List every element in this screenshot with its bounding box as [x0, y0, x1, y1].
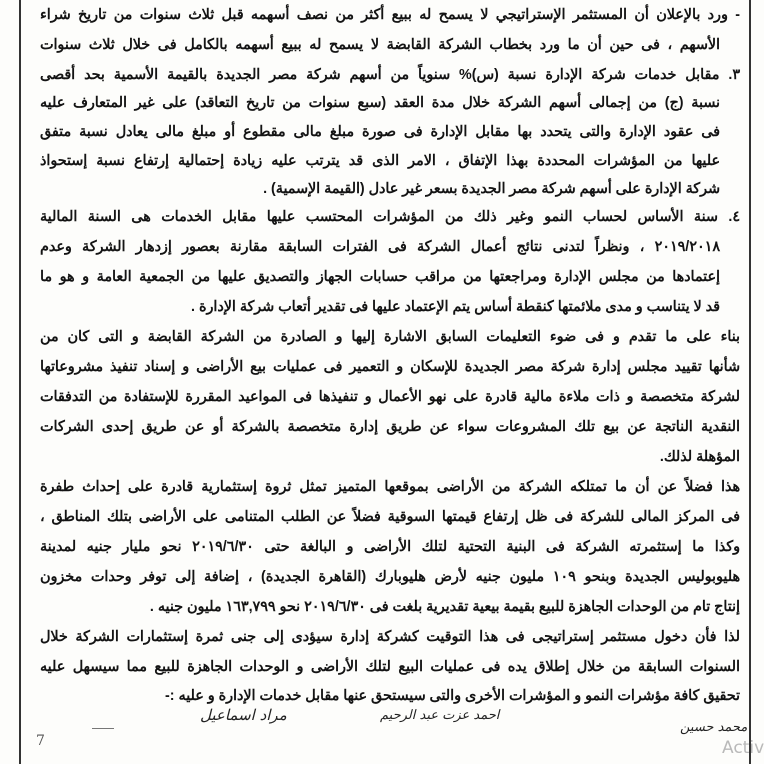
- paragraph-line: تحقيق كافة مؤشرات النمو و المؤشرات الأخرى والتى سيستحق عنها مقابل خدمات الإدارة و عليه :-: [165, 688, 740, 704]
- paragraph-line: وكذا ما إستثمرته الشركة فى البنية التحتية لتلك الأراضى و البالغة حتى ٢٠١٩/٦/٣٠ نحو مليار جنيه لمدينة: [40, 539, 740, 555]
- paragraph-line: بناء على ما تقدم و فى ضوء التعليمات السابق الاشارة إليها و الصادرة من الشركة القابضة و التى كان من: [40, 329, 740, 345]
- handwritten-signature: احمد عزت عبد الرحيم: [380, 708, 500, 723]
- text-line: إعتمادها من مجلس الإدارة ومراجعتها من مراقب حسابات الجهاز والتصديق عليها من الجمعية العامة و هو ما: [40, 269, 720, 285]
- text-line: الأسهم ، فى حين أن ما ورد بخطاب الشركة القابضة لا يسمح له ببيع أسهمه بالكامل فى خلال ثلاث سنوات: [40, 37, 720, 53]
- paragraph-line: لشركة متخصصة و ذات ملاءة مالية قادرة على نهو الأعمال و تنفيذها فى المواعيد المقررة للإستفادة من التدفقات: [40, 389, 740, 405]
- text-line: فى عقود الإدارة والتى يتحدد بها مقابل الإدارة فى صورة مبلغ مالى مقطوع أو مبلغ مالى يعادل نسبة متفق: [40, 124, 720, 140]
- text-line: شركة الإدارة على أسهم شركة مصر الجديدة بسعر غير عادل (القيمة الإسمية) .: [263, 181, 720, 197]
- list-item-4: ٤. سنة الأساس لحساب النمو وغير ذلك من المؤشرات المحتسب عليها مقابل الخدمات هى السنة المالية: [40, 209, 740, 225]
- paragraph-line: فى المركز المالى للشركة فى ظل إرتفاع قيمتها السوقية فضلاً عن الطلب المتنامى على الأراضى بتلك المناطق ،: [40, 509, 740, 525]
- text-line: عليها من المؤشرات المحددة بهذا الإتفاق ، الامر الذى قد يترتب عليه زيادة إحتمالية إرتفاع نسبة إستحواذ: [40, 153, 720, 169]
- page-mark: 7: [36, 733, 45, 749]
- text-line: نسبة (ج) من إجمالى أسهم الشركة خلال مدة العقد (سبع سنوات من تاريخ التعاقد) على غير المتعارف عليه: [40, 95, 720, 111]
- paragraph-line: هليوبوليس الجديدة وبنحو ١٠٩ مليون جنيه لأرض هليوبارك (القاهرة الجديدة) ، إضافة إلى توفر وحدات مخزون: [40, 569, 741, 585]
- page-border-right: [749, 0, 751, 764]
- text-line: قد لا يتناسب و مدى ملائمتها كنقطة أساس يتم الإعتماد عليها فى تقدير أتعاب شركة الإدارة .: [191, 299, 720, 315]
- pen-stroke: [92, 728, 114, 729]
- paragraph-line: السنوات السابقة من خلال إطلاق يده فى عمليات البيع لتلك الأراضى و الوحدات الجاهزة للبيع مما سيسهل عليه: [40, 659, 740, 675]
- text-line: ٢٠١٩/٢٠١٨ ، ونظراً لتدنى نتائج أعمال الشركة فى الفترات السابقة مقارنة بعصور إزدهار الشركة وعدم: [40, 239, 720, 255]
- activation-watermark: Activ: [722, 738, 764, 758]
- paragraph-line: هذا فضلاً عن أن ما تمتلكه الشركة من الأراضى بموقعها المتميز تمثل ثروة إستثمارية قادرة على إحداث طفرة: [40, 479, 740, 495]
- page-border-left: [19, 0, 21, 764]
- paragraph-line: إنتاج تام من الوحدات الجاهزة للبيع بقيمة بيعية تقديرية بلغت فى ٢٠١٩/٦/٣٠ نحو ١٦٣,٧٩٩ مليون جنيه .: [149, 599, 740, 615]
- paragraph-line: شأنها تقييد مجلس إدارة شركة مصر الجديدة للإسكان و التعمير فى عمليات بيع الأراضى و إسناد تنفيذ مشروعاتها: [40, 359, 740, 375]
- paragraph-line: المؤهلة لذلك.: [659, 449, 740, 465]
- handwritten-signature: محمد حسين: [680, 720, 748, 735]
- text-line: - ورد بالإعلان أن المستثمر الإستراتيجي لا يسمح له ببيع أكثر من نصف أسهمه قبل ثلاث سنوات من تاريخ شراء: [40, 7, 740, 23]
- handwritten-signature: مراد اسماعيل: [200, 706, 287, 724]
- paragraph-line: لذا فأن دخول مستثمر إستراتيجى فى هذا التوقيت كشركة إدارة سيؤدى إلى جنى ثمرة إستثمارات الشركة خلال: [40, 629, 740, 645]
- paragraph-line: النقدية الناتجة عن بيع تلك المشروعات سواء عن طريق إدارة متخصصة بالشركة أو عن طريق إحدى الشركات: [40, 419, 740, 435]
- list-item-3: ٣. مقابل خدمات شركة الإدارة نسبة (س)% سنوياً من أسهم شركة مصر الجديدة بالقيمة الأسمية بحد أقصى: [40, 67, 740, 83]
